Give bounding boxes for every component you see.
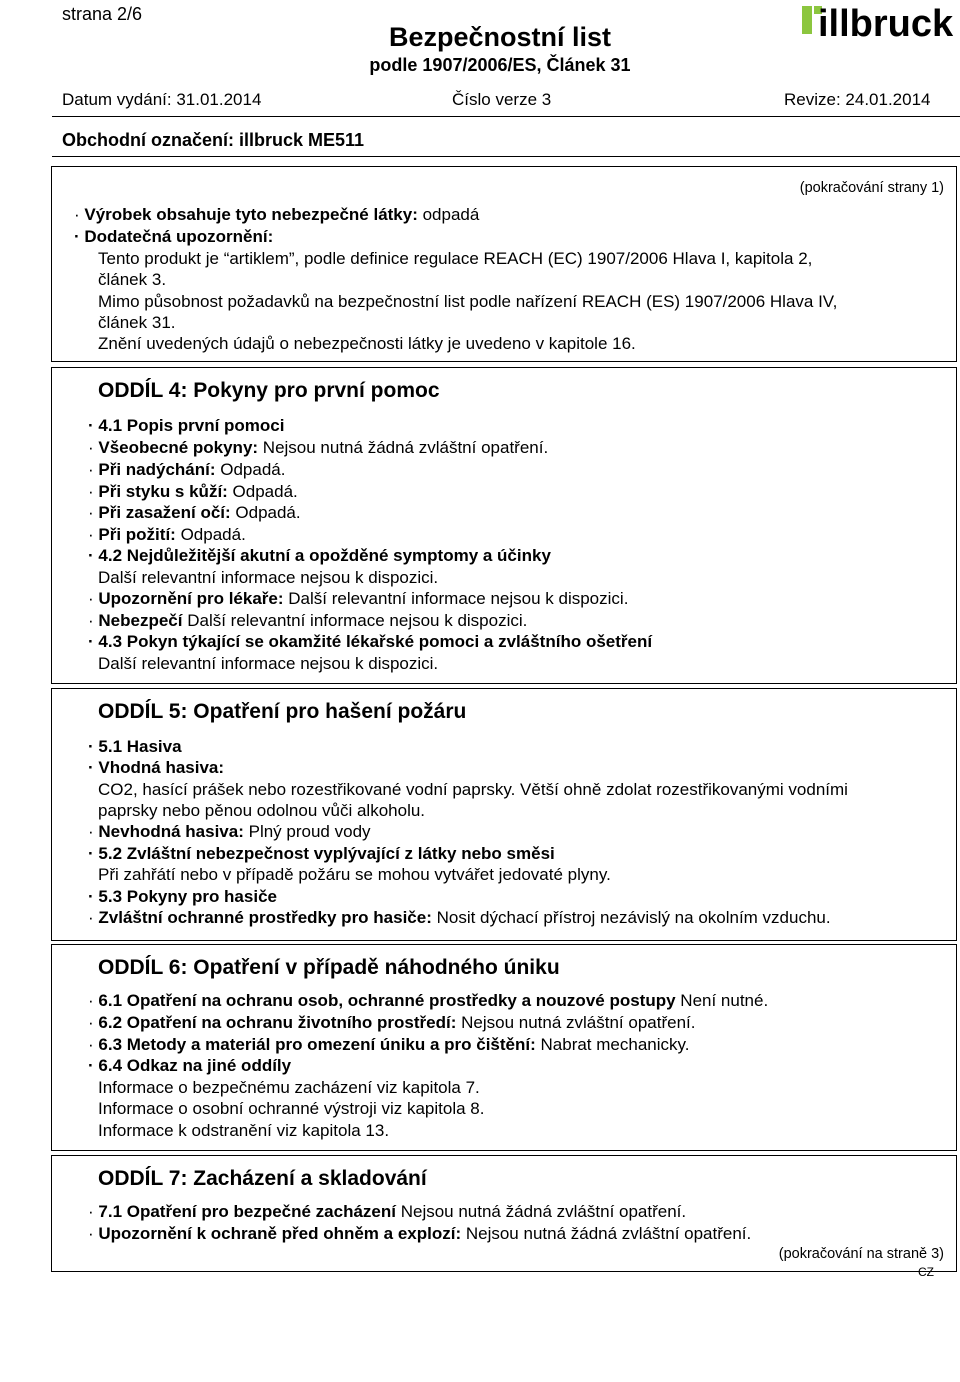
scope-note-line: článek 31. <box>98 313 176 332</box>
section-4-box <box>51 367 957 684</box>
logo-text: illbruck <box>818 3 954 40</box>
inhalation: · Při nadýchání: Odpadá. <box>88 460 286 479</box>
safe-handling: · 7.1 Opatření pro bezpečné zacházení Nejsou nutná žádná zvláštní opatření. <box>88 1202 687 1221</box>
symptoms-heading: · 4.2 Nejdůležitější akutní a opožděné symptomy a účinky <box>88 546 551 565</box>
reference-line: Informace o bezpečnému zacházení viz kapitola 7. <box>98 1078 480 1097</box>
personal-precautions: · 6.1 Opatření na ochranu osob, ochranné prostředky a nouzové postupy Není nutné. <box>88 991 769 1010</box>
section-4-title: ODDÍL 4: Pokyny pro první pomoc <box>98 379 440 402</box>
containment-methods: · 6.3 Metody a materiál pro omezení úniku a pro čištění: Nabrat mechanicky. <box>88 1035 690 1054</box>
document-title: Bezpečnostní list <box>388 22 612 52</box>
treatment-text: Další relevantní informace nejsou k dispozici. <box>98 654 439 673</box>
eye-contact: · Při zasažení očí: Odpadá. <box>88 503 301 522</box>
firefighter-equipment: · Zvláštní ochranné prostředky pro hasiče: Nosit dýchací přístroj nezávislý na okolním vzduchu. <box>88 908 831 927</box>
special-hazards-heading: · 5.2 Zvláštní nebezpečnost vyplývající z látky nebo směsi <box>88 844 555 863</box>
fire-explosion-protection: · Upozornění k ochraně před ohněm a explozí: Nejsou nutná žádná zvláštní opatření. <box>88 1224 752 1243</box>
header-divider <box>52 116 960 117</box>
section-5-box <box>51 688 957 941</box>
document-subtitle: podle 1907/2006/ES, Článek 31 <box>369 55 631 75</box>
continued-from-label: (pokračování strany 1) <box>799 180 944 196</box>
reference-line: Informace k odstranění viz kapitola 13. <box>98 1121 390 1140</box>
suitable-media-text: paprsky nebo pěnou odolnou vůči alkoholu. <box>98 801 426 820</box>
illbruck-logo <box>800 2 960 40</box>
article-note-line: článek 3. <box>98 270 167 289</box>
scope-note-line: Mimo působnost požadavků na bezpečnostní list podle nařízení REACH (ES) 1907/2006 Hlava IV, <box>98 292 838 311</box>
revision-date: Revize: 24.01.2014 <box>784 90 931 109</box>
skin-contact: · Při styku s kůží: Odpadá. <box>88 482 298 501</box>
section-6-title: ODDÍL 6: Opatření v případě náhodného úniku <box>98 956 560 979</box>
suitable-media-label: · Vhodná hasiva: <box>88 758 225 777</box>
symptoms-text: Další relevantní informace nejsou k dispozici. <box>98 568 439 587</box>
page-number: strana 2/6 <box>62 4 143 24</box>
reference-line: Informace o osobní ochranné výstroji viz kapitola 8. <box>98 1099 485 1118</box>
extinguishing-media: · 5.1 Hasiva <box>88 737 182 756</box>
additional-notes-label: · Dodatečná upozornění: <box>74 227 274 246</box>
danger-note: · Nebezpečí Další relevantní informace nejsou k dispozici. <box>88 611 528 630</box>
version-number: Číslo verze 3 <box>452 90 552 109</box>
general-advice: · Všeobecné pokyny: Nejsou nutná žádná zvláštní opatření. <box>88 438 549 457</box>
firefighter-advice-heading: · 5.3 Pokyny pro hasiče <box>88 887 277 906</box>
suitable-media-text: CO2, hasící prášek nebo rozestřikované vodní paprsky. Větší ohně zdolat rozestřikovanými vodními <box>98 780 848 799</box>
issue-date: Datum vydání: 31.01.2014 <box>62 90 262 109</box>
special-hazards-text: Při zahřátí nebo v případě požáru se mohou vytvářet jedovaté plyny. <box>98 865 611 884</box>
continued-on-label: (pokračování na straně 3) <box>778 1246 944 1262</box>
hazardous-substances-box <box>51 166 957 362</box>
ingestion: · Při požití: Odpadá. <box>88 525 246 544</box>
section-6-box <box>51 944 957 1151</box>
section-5-title: ODDÍL 5: Opatření pro hašení požáru <box>98 700 467 723</box>
note-to-physician: · Upozornění pro lékaře: Další relevantní informace nejsou k dispozici. <box>88 589 629 608</box>
trade-name: Obchodní označení: illbruck ME511 <box>62 130 365 150</box>
article-note-line: Tento produkt je “artiklem”, podle definice regulace REACH (EC) 1907/2006 Hlava I, kapitola 2, <box>98 249 813 268</box>
treatment-heading: · 4.3 Pokyn týkající se okamžité lékařské pomoci a zvláštního ošetření <box>88 632 653 651</box>
section-7-title: ODDÍL 7: Zacházení a skladování <box>98 1167 427 1190</box>
environmental-precautions: · 6.2 Opatření na ochranu životního prostředí: Nejsou nutná zvláštní opatření. <box>88 1013 696 1032</box>
section-7-box <box>51 1155 957 1272</box>
trade-divider <box>52 156 960 157</box>
other-sections-heading: · 6.4 Odkaz na jiné oddíly <box>88 1056 292 1075</box>
unsuitable-media: · Nevhodná hasiva: Plný proud vody <box>88 822 371 841</box>
first-aid-description: · 4.1 Popis první pomoci <box>88 416 285 435</box>
language-code: CZ <box>918 1265 934 1279</box>
hazardous-substances-line: · Výrobek obsahuje tyto nebezpečné látky: odpadá <box>74 205 480 224</box>
hazard-text-note: Znění uvedených údajů o nebezpečnosti látky je uvedeno v kapitole 16. <box>98 334 636 353</box>
